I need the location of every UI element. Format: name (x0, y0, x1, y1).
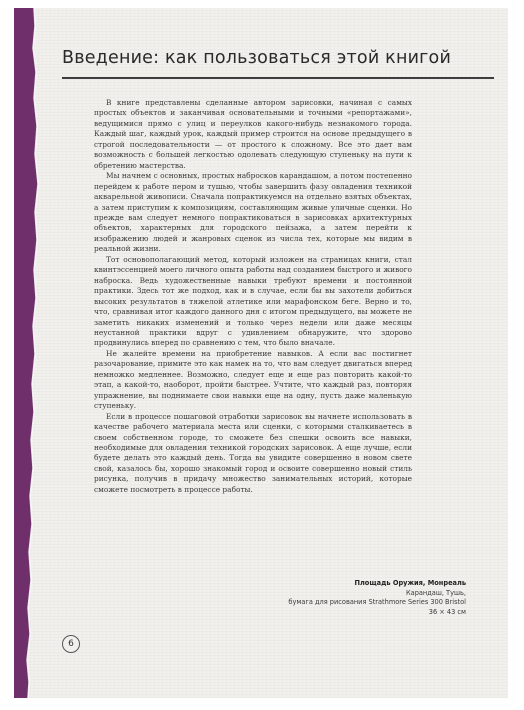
caption-size: 36 × 43 см (428, 607, 466, 616)
title-underline (62, 77, 494, 79)
illustration-caption (246, 579, 466, 617)
paragraph-3: Тот основополагающий метод, который изложен на страницах книги, стал квинтэссенцией моего личного опыта работы над созданием быстрого и живого наброска. Ведь художественные навыки требуют времени и постоянной практики. Здесь тот же подход, как и в случае, если бы вы захотели добиться высоких результатов в тяжелой атлетике или марафонском беге. Верно и то, что, сравнивая итог каждого данного дня с итогом предыдущего, вы можете не заметить никаких изменений и только через недели или даже месяцы неустанной практики вдруг с удивлением обнаружите, что здорово продвинулись вперед по сравнению с тем, что было вначале. (94, 254, 412, 348)
paragraph-1: В книге представлены сделанные автором зарисовки, начиная с самых простых объектов и заканчивая основательными и точными «репортажами», ведущимися прямо с улиц и переулков какого-нибудь незнакомого города. Каждый шаг, каждый урок, каждый пример строится на основе предыдущего в строгой последовательности — от простого к сложному. Все это дает вам возможность с большей легкостью одолевать следующую ступеньку на пути к обретению мастерства. (94, 98, 412, 170)
paragraph-2: Мы начнем с основных, простых набросков карандашом, а потом постепенно перейдем к работе пером и тушью, чтобы завершить фазу овладения техникой акварельной живописи. Сначала попрактикуемся на отдельно взятых объектах, а затем приступим к композициям, составляющим живые уличные сценки. Но прежде вам следует немного попрактиковаться в зарисовках архитектурных объектов, характерных для городского пейзажа, а затем перейти к изображению людей и жанровых сценок из числа тех, которые мы видим в реальной жизни. (94, 171, 412, 254)
page-number: 6 (62, 635, 80, 653)
caption-paper: бумага для рисования Strathmore Series 300 Bristol (288, 598, 466, 607)
paragraph-5: Если в процессе пошаговой отработки зарисовок вы начнете использовать в качестве рабочего материала места или сценки, с которыми сталкиваетесь в своем собственном городе, то сможете без спешки освоить все навыки, необходимые для овладения техникой городских зарисовок. А еще лучше, если будете делать это каждый день. Тогда вы увидите совершенно в новом свете свой, казалось бы, хорошо знакомый город и освоите совершенно новый стиль рисунка, получив в придачу множество занимательных историй, которые сможете посмотреть в процессе работы. (94, 411, 412, 494)
body-text (94, 98, 412, 495)
caption-medium: Карандаш, Тушь, (405, 588, 466, 597)
paragraph-4: Не жалейте времени на приобретение навыков. А если вас постигнет разочарование, примите это как намек на то, что вам следует двигаться вперед немножко медленнее. Возможно, следует еще и еще раз повторить какой-то этап, а какой-то, наоборот, пройти быстрее. Учтите, что каждый раз, повторяя упражнение, вы поднимаете свои навыки еще на одну, пусть даже маленькую ступеньку. (94, 348, 412, 411)
torn-purple-strip (14, 8, 41, 698)
page-title: Введение: как пользоваться этой книгой (62, 48, 452, 68)
caption-title: Площадь Оружия, Монреаль (354, 579, 466, 587)
